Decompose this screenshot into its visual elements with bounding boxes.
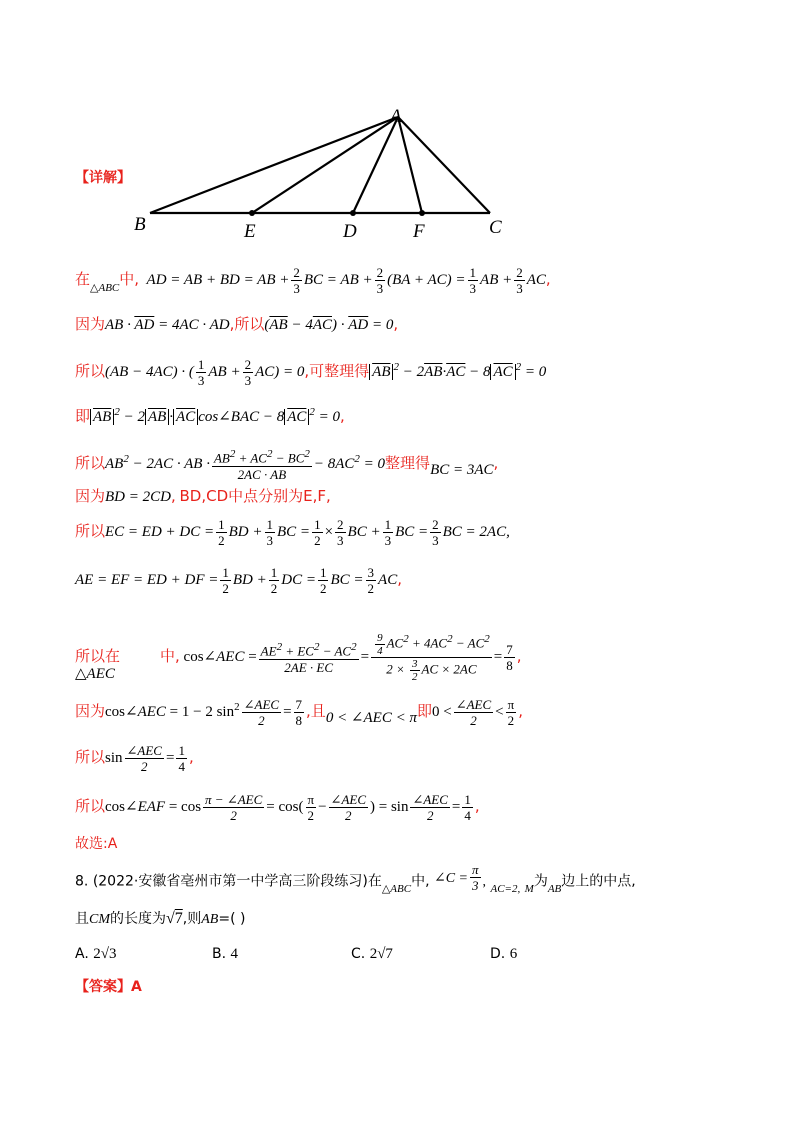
solution-line-5: 所以$AB^2 - 2AC$ · AB · $\frac{AB^2 + AC^2 - BC^2}{2AC \cdot AB}$ − $8AC^2 = 0$整理得BC = 3AC, — [75, 448, 499, 482]
question-ac: AC=2, — [490, 882, 521, 895]
question-ab: AB — [547, 882, 562, 895]
text-because: 因为 — [75, 702, 106, 720]
triangle-figure — [125, 100, 525, 245]
text-qie: ,且 — [306, 702, 326, 720]
point-label-c: C — [489, 217, 502, 238]
text-ji: 即 — [416, 702, 432, 720]
solution-line-3: 所以(AB − 4AC) · ( $\frac{1}{3}$ AB + $\frac{2}{3}$ AC) = 0,可整理得 $\overline{AB}$ $^2 - 2\overline{AB}\cdot\overline{AC} - 8$ $\overline{AC}$ $^2$ = 0 — [75, 357, 547, 389]
text-so: 所以 — [75, 362, 106, 380]
solution-line-4: 即 $\overline{AB}$ $^2$ − 2 $\overline{AB} \cdot \overline{AC}$ cos∠BAC − 8 $\overline{AC}$ $^2$ = 0, — [75, 406, 345, 425]
text-because: 因为 — [75, 487, 106, 505]
option-d-label: D. — [490, 946, 506, 962]
eq-cos-aec: cos∠AEC = — [183, 648, 257, 665]
eq-expand: (AB − 4AC) · ( — [105, 364, 194, 380]
text-so: 所以 — [75, 454, 106, 472]
text-zhengli: 整理得 — [385, 454, 431, 472]
text-midpoints: BD,CD中点分别为E,F, — [179, 487, 331, 505]
text-blank: =( ) — [218, 911, 246, 927]
text-zhong: 中, — [119, 269, 140, 288]
eq-ad-vector: AD = AB + BD = AB + — [142, 271, 290, 288]
text-so: ,所以 — [229, 315, 265, 333]
text-ji: 即 — [75, 407, 91, 425]
eq-perp: AB · $\overline{AD} = 4AC$ · AD — [105, 317, 230, 333]
text-ab: AB — [201, 912, 219, 927]
question-zhong: 中, — [411, 873, 430, 890]
option-c-value: 2√7 — [369, 946, 393, 962]
point-label-a: A — [390, 106, 402, 127]
solution-line-6: 因为BD = 2CD, BD,CD中点分别为E,F, — [75, 487, 331, 505]
option-d[interactable] — [490, 942, 517, 966]
question-8-line-2: 且CM的长度为√7,则AB=( ) — [75, 910, 246, 927]
eq-sin-half: sin — [105, 749, 123, 766]
question-m: M — [524, 882, 534, 895]
solution-line-8: AE = EF = ED + DF = $\frac{1}{2}$ BD + $\frac{1}{2}$ DC = $\frac{1}{2}$ BC = $\frac{3}{2}$ AC, — [75, 565, 402, 596]
solution-line-10: 因为cos∠AEC = 1 − 2 $\sin^2$ $\frac{\text{∠AEC}}{2}$ = $\frac{7}{8}$ ,且0 < ∠AEC < π即0 < $\frac{\text{∠AEC}}{2}$ < $\frac{\pi}{2}$ , — [75, 697, 523, 729]
text-so: 所以 — [75, 747, 106, 766]
option-b-label: B. — [212, 946, 227, 962]
answer-label: 【答案】A — [75, 979, 142, 995]
solution-line-2: 因为AB · $\overline{AD} = 4AC$ · AD,所以$(\overline{AB} - 4\overline{AC}) \cdot \overline{AD} = 0$, — [75, 315, 399, 333]
solution-line-1: 在$_{\triangle ABC}$中, AD = AB + BD = AB + $\frac{2}{3}$ BC = AB + $\frac{2}{3}$ (BA + AC) = $\frac{1}{3}$ AB + $\frac{2}{3}$ AC, — [75, 265, 551, 296]
option-d-value: 6 — [509, 946, 518, 962]
eq-ec: EC = ED + DC = — [105, 523, 215, 540]
option-c[interactable] — [351, 942, 393, 966]
text-zhong: 中, — [160, 646, 180, 665]
solution-line-11: 所以sin $\frac{\text{∠AEC}}{2}$ = $\frac{1}{4}$ , — [75, 743, 194, 774]
text-ze: ,则 — [182, 911, 202, 927]
point-label-f: F — [413, 221, 425, 242]
solution-line-9: 所以在 中, cos∠AEC = $\frac{AE^2 + EC^2 - AC^2}{2AE \cdot EC}$ = $\frac{9}{4}$ $AC^2 + 4AC^2 - AC^2$ 2 × $\frac{3}{2}$ AC × 2AC = $\frac{7}{8}$ , — [75, 632, 522, 683]
eq-cos-eaf: cos∠EAF = cos — [105, 798, 202, 815]
option-b[interactable] — [212, 942, 238, 966]
text-length: 的长度为 — [110, 911, 166, 927]
text-because: 因为 — [75, 315, 106, 333]
question-source: (2022·安徽省亳州市第一中学高三阶段练习)在 — [92, 873, 382, 890]
question-number: 8. — [75, 873, 89, 890]
text-cm: CM — [89, 912, 110, 927]
text-so: 所以 — [75, 796, 106, 815]
eq-law-cos: $AB^2 - 2AC$ · AB · — [105, 453, 210, 472]
point-label-b: B — [134, 214, 146, 235]
point-label-e: E — [244, 221, 256, 242]
question-8-line-1: 8. (2022·安徽省亳州市第一中学高三阶段练习)在$_{\triangle ABC}$中, ∠C = $\frac{\pi}{3}$ , $_{AC=2,}$ $_M$为$_{AB}$边上的中点, — [75, 862, 636, 895]
question-triangle: △ABC — [381, 882, 412, 895]
solution-line-12: 所以cos∠EAF = cos $\frac{\text{π − ∠AEC}}{2}$ = cos( $\frac{\pi}{2}$ − $\frac{\text{∠AEC}}{2}$ ) = sin $\frac{\text{∠AEC}}{2}$ = $\frac{1}{4}$ , — [75, 792, 480, 823]
triangle-abc: △ABC — [90, 281, 120, 294]
text-simplify: ,可整理得 — [304, 362, 370, 380]
option-a-label: A. — [75, 946, 89, 962]
text-so: 所以 — [75, 521, 106, 540]
point-label-d: D — [343, 221, 357, 242]
eq-half-angle: cos∠AEC = 1 − 2 $\sin^2$ — [105, 701, 240, 720]
detail-heading: 【详解】 — [75, 170, 131, 186]
eq-ae: AE = EF = ED + DF = — [75, 571, 219, 588]
solution-line-7: 所以EC = ED + DC = $\frac{1}{2}$ BD + $\frac{1}{3}$ BC = $\frac{1}{2}$ × $\frac{2}{3}$ BC + $\frac{1}{3}$ BC = $\frac{2}{3}$ BC = 2AC, — [75, 517, 510, 548]
text-so-zai: 所以在 — [75, 646, 121, 665]
text-zai: 在 — [75, 269, 91, 288]
eq-cos-form: $\overline{AB}$ $^2$ − 2 $\overline{AB} \cdot \overline{AC}$ cos∠BAC − 8 $\overline{AC}$ $^2$ = 0 — [90, 409, 340, 425]
triangle-aec: △AEC — [75, 666, 115, 682]
option-b-value: 4 — [230, 946, 239, 962]
question-wei: 为 — [533, 873, 548, 890]
option-c-label: C. — [351, 946, 366, 962]
option-a[interactable] — [75, 942, 116, 966]
option-a-value: 2√3 — [93, 946, 117, 962]
question-tail: 边上的中点, — [561, 873, 636, 890]
answer-choice: 故选:A — [75, 836, 118, 852]
text-qie: 且 — [75, 911, 89, 927]
